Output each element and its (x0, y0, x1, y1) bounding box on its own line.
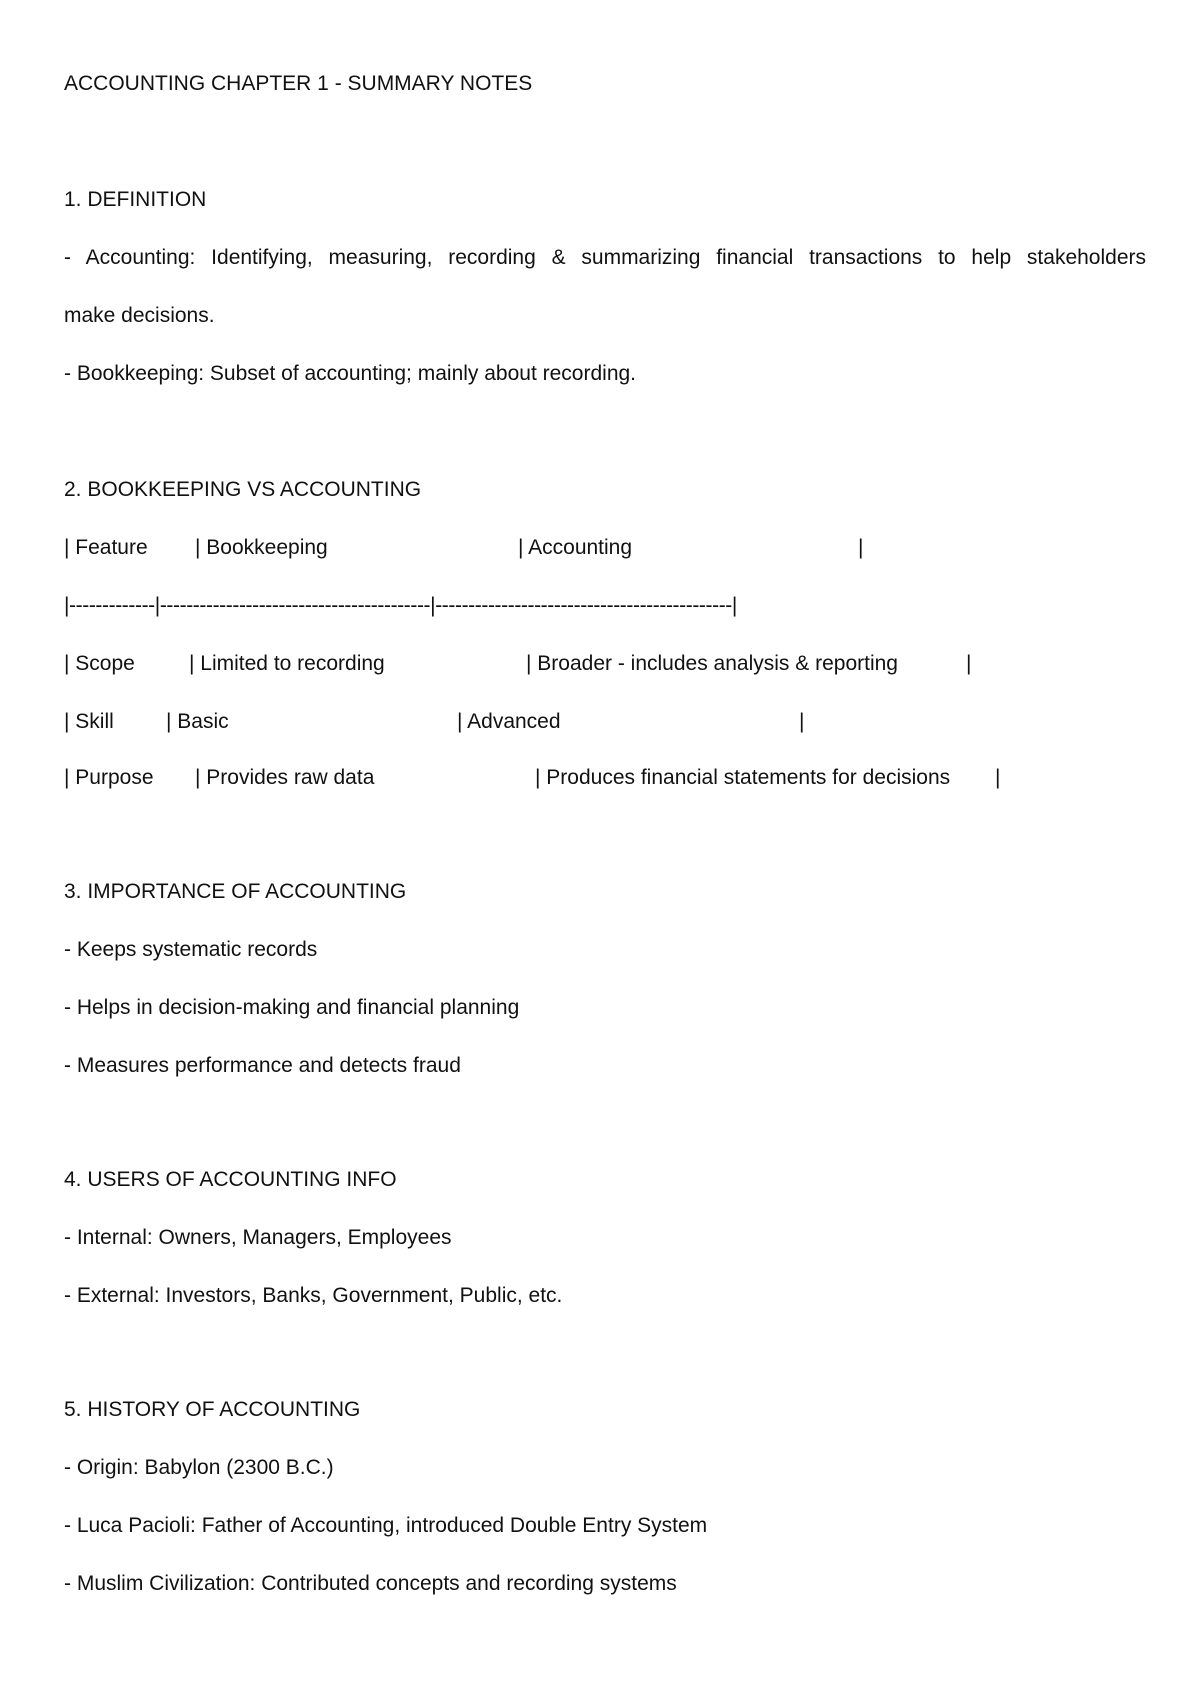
list-item: - Measures performance and detects fraud (64, 1054, 461, 1077)
definition-line: - Accounting: Identifying, measuring, recording & summarizing financial transactions to help stakeholders (64, 246, 1146, 269)
table-cell: | Limited to recording (189, 652, 385, 675)
table-cell: | (995, 766, 1001, 789)
section-heading-users: 4. USERS OF ACCOUNTING INFO (64, 1168, 397, 1191)
table-cell: | Produces financial statements for decisions (535, 766, 951, 789)
list-item: - Helps in decision-making and financial planning (64, 996, 520, 1019)
section-heading-comparison: 2. BOOKKEEPING VS ACCOUNTING (64, 478, 422, 501)
table-cell: | Accounting (518, 536, 633, 559)
table-cell: | Basic (166, 710, 229, 733)
table-cell: | Scope (64, 652, 135, 675)
table-cell: | Feature (64, 536, 148, 559)
list-item: - Muslim Civilization: Contributed concepts and recording systems (64, 1572, 677, 1595)
table-cell: | (799, 710, 805, 733)
list-item: - External: Investors, Banks, Government, Public, etc. (64, 1284, 563, 1307)
document-title: ACCOUNTING CHAPTER 1 - SUMMARY NOTES (64, 72, 533, 95)
table-cell: | Advanced (457, 710, 561, 733)
section-heading-importance: 3. IMPORTANCE OF ACCOUNTING (64, 880, 407, 903)
table-cell: | Provides raw data (195, 766, 375, 789)
table-cell: | (966, 652, 972, 675)
list-item: - Keeps systematic records (64, 938, 318, 961)
list-item: - Internal: Owners, Managers, Employees (64, 1226, 452, 1249)
section-heading-history: 5. HISTORY OF ACCOUNTING (64, 1398, 361, 1421)
table-cell: | Bookkeeping (195, 536, 328, 559)
definition-line: - Bookkeeping: Subset of accounting; mainly about recording. (64, 362, 637, 385)
list-item: - Origin: Babylon (2300 B.C.) (64, 1456, 334, 1479)
section-heading-definition: 1. DEFINITION (64, 188, 207, 211)
table-cell: | Skill (64, 710, 114, 733)
table-cell: | (858, 536, 864, 559)
table-divider: |-------------|-----------------------------------------|---------------------------------------------| (64, 594, 737, 617)
definition-line: make decisions. (64, 304, 215, 327)
table-cell: | Broader - includes analysis & reporting (526, 652, 898, 675)
table-cell: | Purpose (64, 766, 154, 789)
list-item: - Luca Pacioli: Father of Accounting, introduced Double Entry System (64, 1514, 708, 1537)
